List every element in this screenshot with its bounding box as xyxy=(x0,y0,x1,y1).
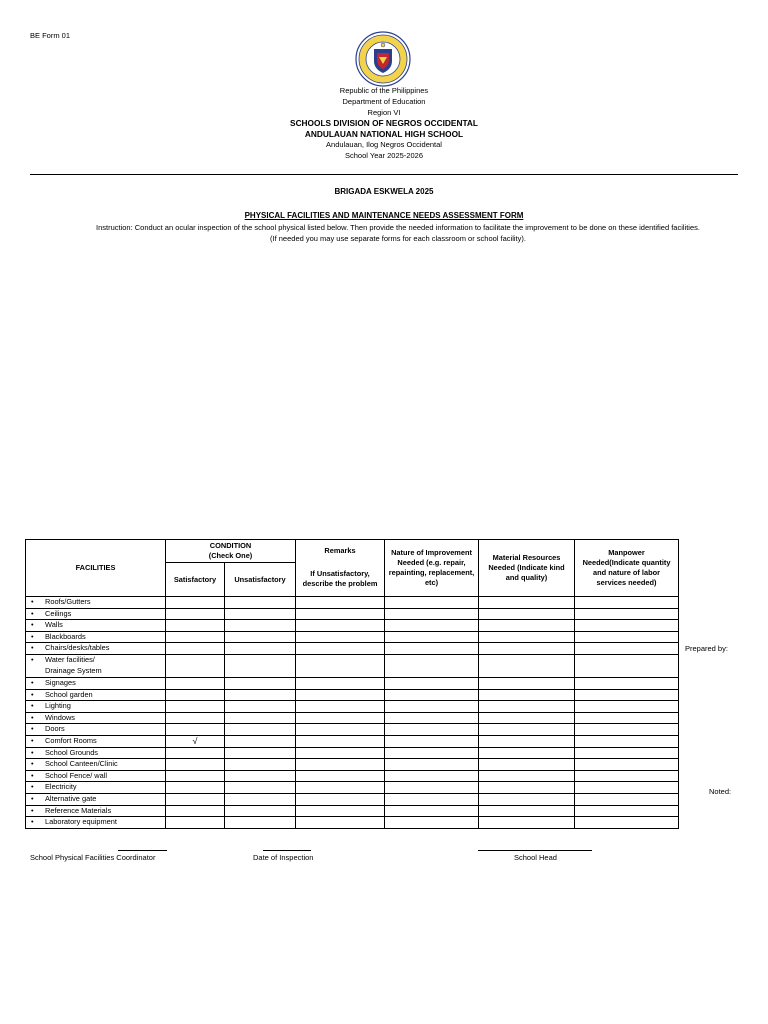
facility-name: Water facilities/ Drainage System xyxy=(45,655,102,675)
remarks-subheader: If Unsatisfactory, describe the problem xyxy=(296,563,385,597)
header-divider xyxy=(30,174,738,175)
unsatisfactory-cell[interactable] xyxy=(225,735,296,747)
nature-cell[interactable] xyxy=(385,793,479,805)
facility-name: Roofs/Gutters xyxy=(45,597,91,607)
table-row xyxy=(26,701,679,713)
event-title: BRIGADA ESKWELA 2025 xyxy=(334,187,434,196)
manpower-cell[interactable] xyxy=(575,701,679,713)
facility-name: School garden xyxy=(45,689,93,699)
remarks-cell[interactable] xyxy=(296,724,385,736)
material-header: Material Resources Needed (Indicate kind and quality) xyxy=(479,540,575,597)
facility-cell xyxy=(26,701,166,713)
nature-cell[interactable] xyxy=(385,643,479,655)
facility-name: School Fence/ wall xyxy=(45,770,108,780)
material-cell[interactable] xyxy=(479,735,575,747)
remarks-cell[interactable] xyxy=(296,805,385,817)
satisfactory-cell[interactable]: √ xyxy=(166,735,225,747)
unsatisfactory-cell[interactable] xyxy=(225,631,296,643)
facility-cell xyxy=(26,643,166,655)
satisfactory-cell[interactable] xyxy=(166,643,225,655)
table-row xyxy=(26,805,679,817)
department-line: Department of Education xyxy=(342,96,426,106)
unsatisfactory-cell[interactable] xyxy=(225,724,296,736)
bullet-icon: • xyxy=(31,805,34,815)
table-row xyxy=(26,712,679,724)
instructions xyxy=(0,222,768,244)
region-line: Region VI xyxy=(367,107,401,117)
unsatisfactory-cell[interactable] xyxy=(225,759,296,771)
facility-cell xyxy=(26,793,166,805)
head-signature-line[interactable] xyxy=(478,850,592,851)
satisfactory-cell[interactable] xyxy=(166,805,225,817)
table-row xyxy=(26,631,679,643)
remarks-cell[interactable] xyxy=(296,759,385,771)
unsatisfactory-cell[interactable] xyxy=(225,817,296,829)
satisfactory-cell[interactable] xyxy=(166,620,225,632)
facility-name: Lighting xyxy=(45,701,71,711)
unsatisfactory-cell[interactable] xyxy=(225,701,296,713)
facility-name: Electricity xyxy=(45,782,77,792)
bullet-icon: • xyxy=(31,817,34,827)
bullet-icon: • xyxy=(31,643,34,653)
facility-name: Alternative gate xyxy=(45,793,97,803)
manpower-cell[interactable] xyxy=(575,654,679,677)
manpower-cell[interactable] xyxy=(575,597,679,609)
table-row xyxy=(26,677,679,689)
manpower-cell[interactable] xyxy=(575,608,679,620)
remarks-cell[interactable] xyxy=(296,747,385,759)
facility-cell xyxy=(26,712,166,724)
material-cell[interactable] xyxy=(479,620,575,632)
remarks-cell[interactable] xyxy=(296,817,385,829)
unsatisfactory-cell[interactable] xyxy=(225,689,296,701)
table-row xyxy=(26,747,679,759)
nature-cell[interactable] xyxy=(385,735,479,747)
nature-cell[interactable] xyxy=(385,805,479,817)
bullet-icon: • xyxy=(31,747,34,757)
manpower-cell[interactable] xyxy=(575,735,679,747)
manpower-cell[interactable] xyxy=(575,759,679,771)
unsatisfactory-cell[interactable] xyxy=(225,793,296,805)
nature-cell[interactable] xyxy=(385,631,479,643)
material-cell[interactable] xyxy=(479,689,575,701)
condition-header xyxy=(166,540,296,563)
nature-cell[interactable] xyxy=(385,689,479,701)
facility-cell xyxy=(26,805,166,817)
nature-cell[interactable] xyxy=(385,608,479,620)
facility-name: Walls xyxy=(45,620,63,630)
satisfactory-cell[interactable] xyxy=(166,724,225,736)
satisfactory-cell[interactable] xyxy=(166,597,225,609)
nature-cell[interactable] xyxy=(385,770,479,782)
table-row xyxy=(26,759,679,771)
manpower-cell[interactable] xyxy=(575,677,679,689)
unsatisfactory-cell[interactable] xyxy=(225,770,296,782)
manpower-cell[interactable] xyxy=(575,689,679,701)
table-row xyxy=(26,597,679,609)
material-cell[interactable] xyxy=(479,677,575,689)
satisfactory-cell[interactable] xyxy=(166,654,225,677)
nature-cell[interactable] xyxy=(385,712,479,724)
unsatisfactory-cell[interactable] xyxy=(225,747,296,759)
unsatisfactory-cell[interactable] xyxy=(225,677,296,689)
form-title: PHYSICAL FACILITIES AND MAINTENANCE NEEDS ASSESSMENT FORM xyxy=(244,211,524,220)
remarks-cell[interactable] xyxy=(296,770,385,782)
nature-cell[interactable] xyxy=(385,597,479,609)
material-cell[interactable] xyxy=(479,793,575,805)
republic-line: Republic of the Philippines xyxy=(339,86,429,95)
manpower-cell[interactable] xyxy=(575,793,679,805)
bullet-icon: • xyxy=(31,712,34,722)
facilities-table xyxy=(25,539,679,829)
material-cell[interactable] xyxy=(479,631,575,643)
satisfactory-cell[interactable] xyxy=(166,689,225,701)
manpower-cell[interactable] xyxy=(575,643,679,655)
remarks-cell[interactable] xyxy=(296,654,385,677)
facility-cell xyxy=(26,770,166,782)
table-row xyxy=(26,689,679,701)
condition-sublabel: (Check One) xyxy=(208,551,253,560)
condition-label: CONDITION xyxy=(209,541,252,550)
school-address: Andulauan, Ilog Negros Occidental xyxy=(326,139,442,149)
nature-cell[interactable] xyxy=(385,759,479,771)
facility-name: Signages xyxy=(45,678,76,688)
division-line: SCHOOLS DIVISION OF NEGROS OCCIDENTAL xyxy=(290,118,478,129)
nature-cell[interactable] xyxy=(385,817,479,829)
manpower-header: Manpower Needed(Indicate quantity and nature of labor services needed) xyxy=(575,540,679,597)
instruction-line-1: Instruction: Conduct an ocular inspection of the school physical listed below. Then provide the needed information to facilitate the improvement to be done on these identified facilities. xyxy=(96,223,700,232)
remarks-cell[interactable] xyxy=(296,782,385,794)
remarks-header: Remarks xyxy=(296,540,385,563)
material-cell[interactable] xyxy=(479,782,575,794)
instruction-line-2: (If needed you may use separate forms for each classroom or school facility). xyxy=(270,234,526,243)
school-year: School Year 2025-2026 xyxy=(345,150,423,160)
facility-name: School Canteen/Clinic xyxy=(45,759,118,769)
table-row xyxy=(26,782,679,794)
unsatisfactory-cell[interactable] xyxy=(225,643,296,655)
coordinator-label: School Physical Facilities Coordinator xyxy=(30,853,156,862)
nature-cell[interactable] xyxy=(385,782,479,794)
nature-cell[interactable] xyxy=(385,747,479,759)
facility-cell xyxy=(26,747,166,759)
material-cell[interactable] xyxy=(479,747,575,759)
satisfactory-cell[interactable] xyxy=(166,793,225,805)
bullet-icon: • xyxy=(31,782,34,792)
bullet-icon: • xyxy=(31,770,34,780)
bullet-icon: • xyxy=(31,724,34,734)
manpower-cell[interactable] xyxy=(575,817,679,829)
facility-name: Blackboards xyxy=(45,631,86,641)
table-row xyxy=(26,608,679,620)
satisfactory-cell[interactable] xyxy=(166,701,225,713)
facility-name: Comfort Rooms xyxy=(45,735,97,745)
facility-name: Laboratory equipment xyxy=(45,817,117,827)
manpower-cell[interactable] xyxy=(575,620,679,632)
table-row xyxy=(26,643,679,655)
satisfactory-cell[interactable] xyxy=(166,712,225,724)
remarks-cell[interactable] xyxy=(296,677,385,689)
material-cell[interactable] xyxy=(479,712,575,724)
manpower-cell[interactable] xyxy=(575,747,679,759)
satisfactory-cell[interactable] xyxy=(166,759,225,771)
facility-cell xyxy=(26,735,166,747)
facility-cell xyxy=(26,817,166,829)
unsatisfactory-header: Unsatisfactory xyxy=(225,563,296,597)
facility-cell xyxy=(26,677,166,689)
remarks-cell[interactable] xyxy=(296,701,385,713)
bullet-icon: • xyxy=(31,759,34,769)
remarks-cell[interactable] xyxy=(296,689,385,701)
facility-cell xyxy=(26,782,166,794)
satisfactory-cell[interactable] xyxy=(166,770,225,782)
satisfactory-cell[interactable] xyxy=(166,631,225,643)
satisfactory-cell[interactable] xyxy=(166,747,225,759)
bullet-icon: • xyxy=(31,631,34,641)
table-row xyxy=(26,770,679,782)
nature-header: Nature of Improvement Needed (e.g. repair, repainting, replacement, etc) xyxy=(385,540,479,597)
school-name: ANDULAUAN NATIONAL HIGH SCHOOL xyxy=(304,129,464,140)
table-row xyxy=(26,724,679,736)
unsatisfactory-cell[interactable] xyxy=(225,712,296,724)
manpower-cell[interactable] xyxy=(575,724,679,736)
remarks-cell[interactable] xyxy=(296,735,385,747)
bullet-icon: • xyxy=(31,735,34,745)
facility-cell xyxy=(26,724,166,736)
material-cell[interactable] xyxy=(479,724,575,736)
unsatisfactory-cell[interactable] xyxy=(225,620,296,632)
nature-cell[interactable] xyxy=(385,620,479,632)
material-cell[interactable] xyxy=(479,759,575,771)
unsatisfactory-cell[interactable] xyxy=(225,805,296,817)
manpower-cell[interactable] xyxy=(575,782,679,794)
manpower-cell[interactable] xyxy=(575,631,679,643)
satisfactory-cell[interactable] xyxy=(166,608,225,620)
bullet-icon: • xyxy=(31,597,34,607)
noted-label: Noted: xyxy=(709,787,732,796)
facility-cell xyxy=(26,631,166,643)
bullet-icon: • xyxy=(31,620,34,630)
material-cell[interactable] xyxy=(479,654,575,677)
facility-cell xyxy=(26,597,166,609)
unsatisfactory-cell[interactable] xyxy=(225,782,296,794)
date-signature-line[interactable] xyxy=(263,850,311,851)
satisfactory-cell[interactable] xyxy=(166,817,225,829)
unsatisfactory-cell[interactable] xyxy=(225,654,296,677)
material-cell[interactable] xyxy=(479,770,575,782)
nature-cell[interactable] xyxy=(385,654,479,677)
facility-cell xyxy=(26,620,166,632)
facility-name: Chairs/desks/tables xyxy=(45,643,110,653)
material-cell[interactable] xyxy=(479,701,575,713)
date-label: Date of Inspection xyxy=(253,853,314,862)
remarks-cell[interactable] xyxy=(296,793,385,805)
manpower-cell[interactable] xyxy=(575,712,679,724)
table-row xyxy=(26,620,679,632)
manpower-cell[interactable] xyxy=(575,805,679,817)
bullet-icon: • xyxy=(31,608,34,618)
facility-name: Reference Materials xyxy=(45,805,112,815)
table-row xyxy=(26,735,679,747)
table-row xyxy=(26,817,679,829)
bullet-icon: • xyxy=(31,793,34,803)
coordinator-signature-line[interactable] xyxy=(118,850,167,851)
unsatisfactory-cell[interactable] xyxy=(225,597,296,609)
bullet-icon: • xyxy=(31,678,34,688)
form-code: BE Form 01 xyxy=(30,31,71,40)
nature-cell[interactable] xyxy=(385,701,479,713)
remarks-cell[interactable] xyxy=(296,597,385,609)
deped-seal-icon xyxy=(355,31,411,87)
satisfactory-cell[interactable] xyxy=(166,677,225,689)
bullet-icon: • xyxy=(31,655,34,665)
material-cell[interactable] xyxy=(479,805,575,817)
facility-name: Ceilings xyxy=(45,608,72,618)
facilities-header: FACILITIES xyxy=(26,540,166,597)
remarks-cell[interactable] xyxy=(296,608,385,620)
table-row xyxy=(26,654,679,677)
satisfactory-cell[interactable] xyxy=(166,782,225,794)
remarks-cell[interactable] xyxy=(296,620,385,632)
bullet-icon: • xyxy=(31,689,34,699)
bullet-icon: • xyxy=(31,701,34,711)
unsatisfactory-cell[interactable] xyxy=(225,608,296,620)
facility-name: Doors xyxy=(45,724,65,734)
remarks-cell[interactable] xyxy=(296,643,385,655)
material-cell[interactable] xyxy=(479,608,575,620)
facility-cell xyxy=(26,759,166,771)
facility-cell xyxy=(26,608,166,620)
table-row xyxy=(26,793,679,805)
facility-name: Windows xyxy=(45,712,75,722)
nature-cell[interactable] xyxy=(385,677,479,689)
material-cell[interactable] xyxy=(479,597,575,609)
facility-cell xyxy=(26,689,166,701)
nature-cell[interactable] xyxy=(385,724,479,736)
material-cell[interactable] xyxy=(479,643,575,655)
manpower-cell[interactable] xyxy=(575,770,679,782)
head-label: School Head xyxy=(514,853,557,862)
remarks-cell[interactable] xyxy=(296,631,385,643)
letterhead xyxy=(0,86,768,162)
material-cell[interactable] xyxy=(479,817,575,829)
satisfactory-header: Satisfactory xyxy=(166,563,225,597)
facility-cell xyxy=(26,654,166,677)
remarks-cell[interactable] xyxy=(296,712,385,724)
facility-name: School Grounds xyxy=(45,747,98,757)
prepared-by-label: Prepared by: xyxy=(685,644,728,653)
